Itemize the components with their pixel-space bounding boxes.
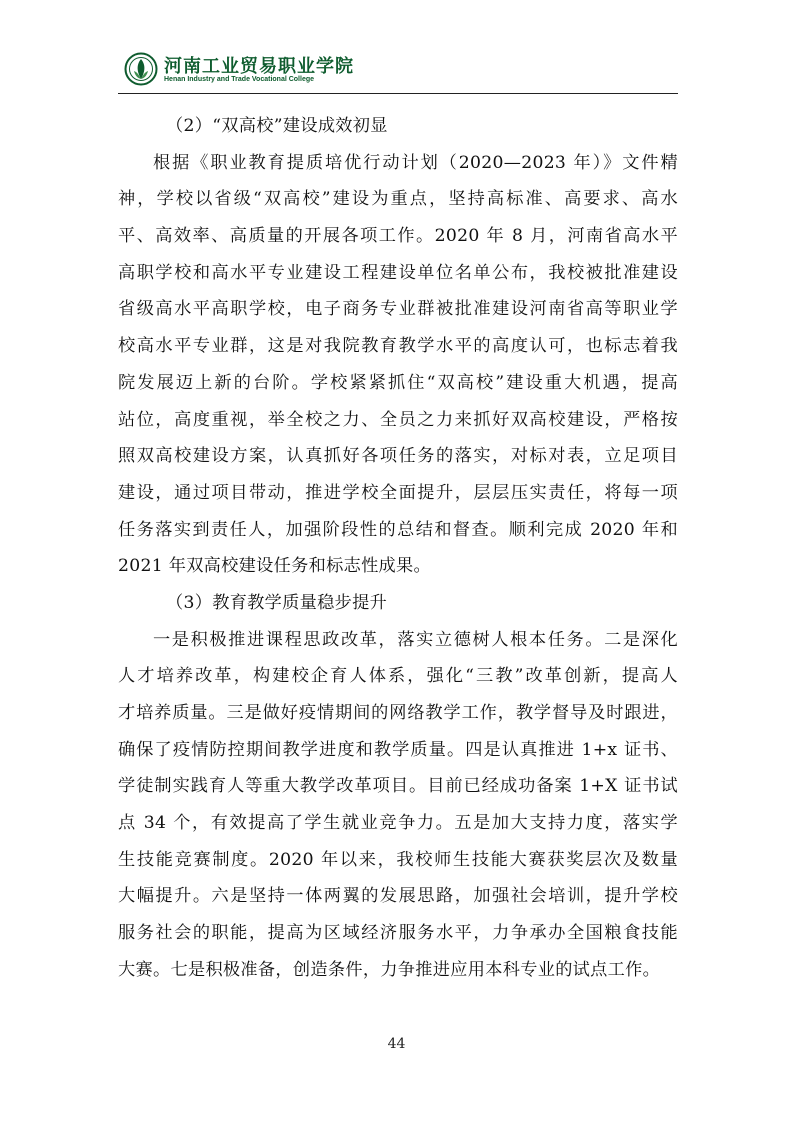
college-emblem-icon bbox=[124, 52, 158, 86]
header-divider bbox=[118, 93, 678, 94]
paragraph-line: 学徒制实践育人等重大教学改革项目。目前已经成功备案 1+X 证书试 bbox=[118, 776, 678, 797]
paragraph-line: 任务落实到责任人，加强阶段性的总结和督查。顺利完成 2020 年和 bbox=[118, 519, 678, 540]
paragraph-line: 平、高效率、高质量的开展各项工作。2020 年 8 月，河南省高水平 bbox=[118, 226, 678, 247]
college-name-en: Henan Industry and Trade Vocational College bbox=[164, 76, 315, 83]
section-heading-double-high: （2）“双高校”建设成效初显 bbox=[166, 116, 388, 136]
paragraph-line: 服务社会的职能，提高为区域经济服务水平，力争承办全国粮食技能 bbox=[118, 923, 678, 944]
paragraph-line: 高职学校和高水平专业建设工程建设单位名单公布，我校被批准建设 bbox=[118, 262, 678, 283]
paragraph-line: 校高水平专业群，这是对我院教育教学水平的高度认可，也标志着我 bbox=[118, 336, 678, 357]
document-body bbox=[118, 108, 678, 989]
paragraph-line: 点 34 个，有效提高了学生就业竞争力。五是加大支持力度，落实学 bbox=[118, 813, 678, 834]
paragraph-line: 大赛。七是积极准备，创造条件，力争推进应用本科专业的试点工作。 bbox=[118, 959, 661, 980]
paragraph-line: 2021 年双高校建设任务和标志性成果。 bbox=[118, 556, 432, 577]
paragraph-line: 院发展迈上新的台阶。学校紧紧抓住“双高校”建设重大机遇，提高 bbox=[118, 372, 678, 393]
paragraph-line: 一是积极推进课程思政改革，落实立德树人根本任务。二是深化 bbox=[153, 629, 678, 650]
paragraph-line: 人才培养改革，构建校企育人体系，强化“三教”改革创新，提高人 bbox=[118, 666, 678, 687]
paragraph-line: 站位，高度重视，举全校之力、全员之力来抓好双高校建设，严格按 bbox=[118, 409, 678, 430]
paragraph-line: 根据《职业教育提质培优行动计划（2020—2023 年）》文件精 bbox=[153, 152, 678, 173]
page-header bbox=[118, 48, 678, 94]
paragraph-teaching-quality bbox=[118, 622, 678, 989]
paragraph-line: 神，学校以省级“双高校”建设为重点，坚持高标准、高要求、高水 bbox=[118, 189, 678, 210]
paragraph-line: 大幅提升。六是坚持一体两翼的发展思路，加强社会培训，提升学校 bbox=[118, 886, 678, 907]
page-number: 44 bbox=[387, 1036, 406, 1052]
paragraph-line: 照双高校建设方案，认真抓好各项任务的落实，对标对表，立足项目 bbox=[118, 446, 678, 467]
paragraph-line: 生技能竞赛制度。2020 年以来，我校师生技能大赛获奖层次及数量 bbox=[118, 849, 678, 870]
paragraph-double-high bbox=[118, 145, 678, 585]
paragraph-line: 建设，通过项目带动，推进学校全面提升，层层压实责任，将每一项 bbox=[118, 482, 678, 503]
paragraph-line: 才培养质量。三是做好疫情期间的网络教学工作，教学督导及时跟进， bbox=[118, 703, 678, 723]
paragraph-line: 确保了疫情防控期间教学进度和教学质量。四是认真推进 1+x 证书、 bbox=[118, 739, 678, 760]
section-heading-teaching-quality: （3）教育教学质量稳步提升 bbox=[166, 592, 388, 613]
college-name-cn: 河南工业贸易职业学院 bbox=[164, 56, 354, 77]
paragraph-line: 省级高水平高职学校，电子商务专业群被批准建设河南省高等职业学 bbox=[118, 299, 678, 320]
